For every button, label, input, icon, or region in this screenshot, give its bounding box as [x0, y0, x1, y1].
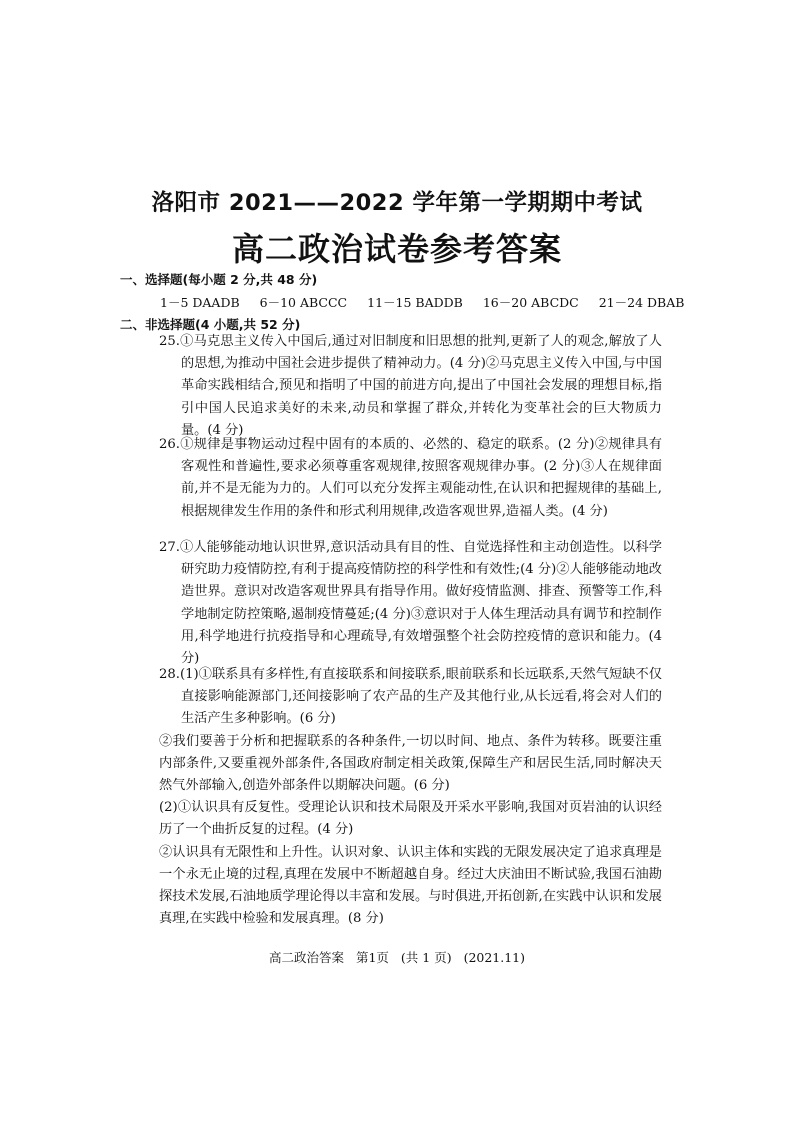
paragraph: 25.①马克思主义传入中国后,通过对旧制度和旧思想的批判,更新了人的观念,解放了人的思想,为推动中国社会进步提供了精神动力。(4 分)②马克思主义传入中国,与中国革命实践相结合,预见和指明了中国的前进方向,提出了中国社会发展的理想目标,指引中国人民追求美好的未来,动员和掌握了群众,并转化为变革社会的巨大物质力量。(4 分): [159, 334, 662, 438]
exam-title: 洛阳市 2021——2022 学年第一学期期中考试: [151, 190, 643, 216]
page-footer: [0, 948, 794, 966]
paragraph: 28.(1)①联系具有多样性,有直接联系和间接联系,眼前联系和长远联系,天然气短缺不仅直接影响能源部门,还间接影响了农产品的生产及其他行业,从长远看,将会对人们的生活产生多种影响。(6 分): [159, 667, 662, 727]
answer-group: 16－20 ABCDC: [482, 295, 579, 310]
question-26-answer: [159, 434, 662, 523]
answer-key-title: 高二政治试卷参考答案: [231, 230, 562, 268]
footer-page: 第1页: [355, 950, 389, 965]
answer-group: 1－5 DAADB: [160, 295, 240, 310]
paragraph: ②认识具有无限性和上升性。认识对象、认识主体和实践的无限发展决定了追求真理是一个永无止境的过程,真理在发展中不断超越自身。经过大庆油田不断试验,我国石油勘探技术发展,石油地质学理论得以丰富和发展。与时俱进,开拓创新,在实践中认识和发展真理,在实践中检验和发展真理。(8 分): [159, 844, 662, 927]
question-25-answer: [159, 331, 662, 442]
section1-heading: 一、选择题(每小题 2 分,共 48 分): [120, 272, 318, 287]
answer-group: 21－24 DBAB: [598, 295, 685, 310]
section2-heading: 二、非选择题(4 小题,共 52 分): [120, 317, 301, 332]
footer-date: (2021.11): [463, 950, 526, 965]
paragraph: 27.①人能够能动地认识世界,意识活动具有目的性、自觉选择性和主动创造性。以科学研究助力疫情防控,有利于提高疫情防控的科学性和有效性;(4 分)②人能够能动地改造世界。意识对改造客观世界具有指导作用。做好疫情监测、排查、预警等工作,科学地制定防控策略,遏制疫情蔓延;(4 分)③意识对于人体生理活动具有调节和控制作用,科学地进行抗疫指导和心理疏导,有效增强整个社会防控疫情的意识和能力。(4 分): [159, 540, 662, 667]
question-28-answer: [159, 664, 662, 930]
choice-answers: [160, 293, 700, 311]
paragraph: 26.①规律是事物运动过程中固有的本质的、必然的、稳定的联系。(2 分)②规律具有客观性和普遍性,要求必须尊重客观规律,按照客观规律办事。(2 分)③人在规律面前,并不是无能为力的。人们可以充分发挥主观能动性,在认识和把握规律的基础上,根据规律发生作用的条件和形式利用规律,改造客观世界,造福人类。(4 分): [159, 437, 662, 519]
footer-label: 高二政治答案: [268, 950, 344, 965]
paragraph: ②我们要善于分析和把握联系的各种条件,一切以时间、地点、条件为转移。既要注重内部条件,又要重视外部条件,各国政府制定相关政策,保障生产和居民生活,同时解决天然气外部输入,创造外部条件以期解决问题。(6 分): [159, 733, 662, 794]
answer-group: 11－15 BADDB: [367, 295, 463, 310]
paragraph: (2)①认识具有反复性。受理论认识和技术局限及开采水平影响,我国对页岩油的认识经历了一个曲折反复的过程。(4 分): [159, 800, 662, 838]
footer-total: (共 1 页): [400, 950, 452, 965]
question-27-answer: [159, 537, 662, 670]
answer-group: 6－10 ABCCC: [259, 295, 348, 310]
